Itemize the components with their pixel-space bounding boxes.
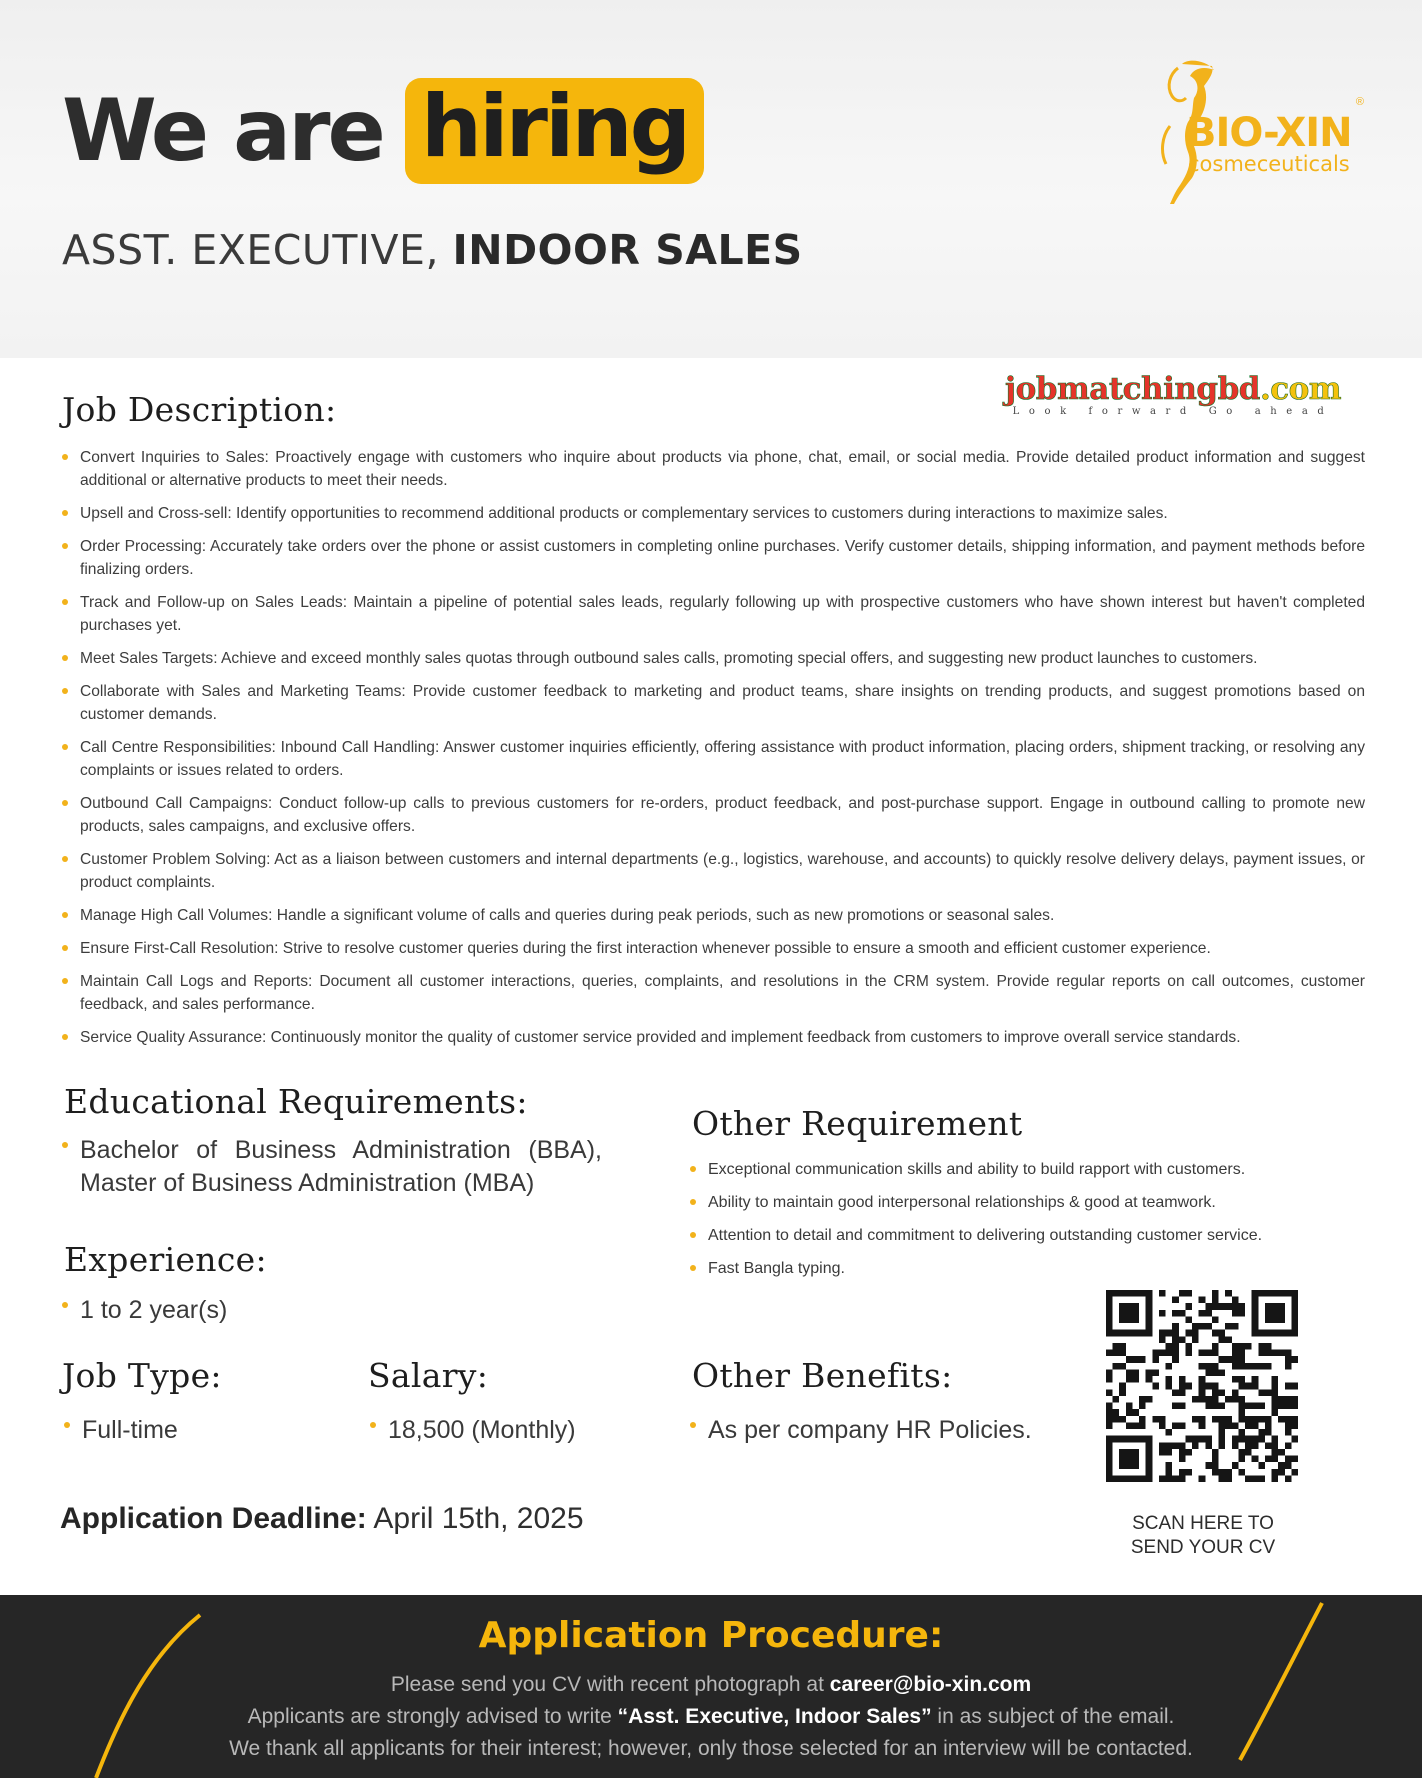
procedure-subject: “Asst. Executive, Indoor Sales” <box>617 1705 932 1728</box>
watermark-brand-a: jobmatchingbd <box>1004 371 1260 407</box>
other-requirement-list <box>690 1158 1330 1290</box>
list-item: Customer Problem Solving: Act as a liaison between customers and internal departments (e.g., logistics, warehouse, and accounts) to quickly resolve delivery delays, payment issues, or product complaints. <box>62 848 1365 894</box>
salary-heading: Salary: <box>368 1356 489 1395</box>
list-item: Attention to detail and commitment to delivering outstanding customer service. <box>690 1224 1330 1247</box>
career-email-link[interactable]: career@bio-xin.com <box>829 1673 1032 1696</box>
salary-list <box>370 1414 576 1446</box>
qr-caption <box>1098 1512 1308 1560</box>
other-benefits-list <box>690 1414 1032 1446</box>
education-heading: Educational Requirements: <box>64 1082 528 1121</box>
education-list <box>62 1134 602 1200</box>
list-item: Track and Follow-up on Sales Leads: Maintain a pipeline of potential sales leads, regularly following up with prospective customers who have shown interest but haven't completed purchases yet. <box>62 591 1365 637</box>
position-title-plain: ASST. EXECUTIVE, <box>62 226 439 274</box>
job-type-list <box>64 1414 178 1446</box>
list-item: Ensure First-Call Resolution: Strive to resolve customer queries during the first interaction whenever possible to ensure a smooth and efficient customer experience. <box>62 937 1365 960</box>
list-item: Service Quality Assurance: Continuously monitor the quality of customer service provided and implement feedback from customers to improve overall service standards. <box>62 1026 1365 1049</box>
other-requirement-heading: Other Requirement <box>692 1104 1023 1143</box>
position-title-bold: INDOOR SALES <box>452 226 803 274</box>
list-item: Convert Inquiries to Sales: Proactively engage with customers who inquire about products via phone, chat, email, or social media. Provide detailed product information and suggest additional or alternative products to meet their needs. <box>62 446 1365 492</box>
education-text: Bachelor of Business Administration (BBA), Master of Business Administration (MBA) <box>62 1134 602 1200</box>
list-item: Fast Bangla typing. <box>690 1257 1330 1280</box>
list-item: Collaborate with Sales and Marketing Teams: Provide customer feedback to marketing and product teams, share insights on trending products, and suggest promotions based on customer demands. <box>62 680 1365 726</box>
job-description-heading: Job Description: <box>62 390 337 429</box>
qr-caption-line1: SCAN HERE TO <box>1132 1513 1274 1534</box>
hiring-title-prefix: We are <box>62 81 383 181</box>
procedure-line-1 <box>0 1669 1422 1701</box>
procedure-line-3: We thank all applicants for their interest; however, only those selected for an interview will be contacted. <box>229 1737 1193 1760</box>
company-logo <box>1148 56 1368 206</box>
hiring-highlight: hiring <box>405 78 704 184</box>
deadline-label: Application Deadline: <box>60 1502 367 1535</box>
list-item: Call Centre Responsibilities: Inbound Call Handling: Answer customer inquiries efficiently, offering assistance with product information, placing orders, shipment tracking, or resolving any complaints or issues related to orders. <box>62 736 1365 782</box>
list-item: Maintain Call Logs and Reports: Document all customer interactions, queries, complaints, and resolutions in the CRM system. Provide regular reports on call outcomes, customer feedback, and sales performance. <box>62 970 1365 1016</box>
list-item: Outbound Call Campaigns: Conduct follow-up calls to previous customers for re-orders, product feedback, and post-purchase support. Engage in outbound calling to promote new products, sales campaigns, and exclusive offers. <box>62 792 1365 838</box>
logo-name: BIO-XIN <box>1186 110 1352 156</box>
other-benefits-heading: Other Benefits: <box>692 1356 953 1395</box>
salary-text: 18,500 (Monthly) <box>370 1414 576 1446</box>
procedure-title: Application Procedure: <box>478 1615 944 1656</box>
application-procedure-footer <box>0 1595 1422 1778</box>
experience-list <box>62 1294 227 1326</box>
watermark-brand-b: .com <box>1259 371 1342 407</box>
position-title <box>62 226 803 274</box>
hiring-title <box>62 78 704 184</box>
watermark <box>983 371 1363 417</box>
procedure-line-2-pre: Applicants are strongly advised to write <box>247 1705 612 1728</box>
watermark-brand <box>983 371 1363 407</box>
procedure-text <box>0 1669 1422 1765</box>
procedure-line-2 <box>0 1701 1422 1733</box>
list-item: Ability to maintain good interpersonal relationships & good at teamwork. <box>690 1191 1330 1214</box>
application-deadline <box>60 1502 584 1536</box>
experience-heading: Experience: <box>64 1240 267 1279</box>
qr-caption-line2: SEND YOUR CV <box>1130 1537 1276 1558</box>
job-type-heading: Job Type: <box>62 1356 222 1395</box>
experience-text: 1 to 2 year(s) <box>62 1294 227 1326</box>
header-banner <box>0 0 1422 358</box>
list-item: Upsell and Cross-sell: Identify opportunities to recommend additional products or complementary services to customers during interactions to maximize sales. <box>62 502 1365 525</box>
watermark-tagline: Look forward Go ahead <box>1012 406 1334 417</box>
list-item: Exceptional communication skills and ability to build rapport with customers. <box>690 1158 1330 1181</box>
logo-registered-mark: ® <box>1355 96 1364 108</box>
job-description-list <box>62 446 1365 1059</box>
list-item: Order Processing: Accurately take orders over the phone or assist customers in completing online purchases. Verify customer details, shipping information, and payment methods before finalizing orders. <box>62 535 1365 581</box>
deadline-date: April 15th, 2025 <box>373 1502 584 1535</box>
logo-tagline: cosmeceuticals <box>1188 152 1350 176</box>
list-item: Manage High Call Volumes: Handle a significant volume of calls and queries during peak periods, such as new promotions or seasonal sales. <box>62 904 1365 927</box>
other-benefits-text: As per company HR Policies. <box>690 1414 1032 1446</box>
qr-code-icon[interactable] <box>1106 1290 1298 1482</box>
procedure-line-1-text: Please send you CV with recent photograph at <box>390 1673 824 1696</box>
list-item: Meet Sales Targets: Achieve and exceed monthly sales quotas through outbound sales calls, promoting special offers, and suggesting new product launches to customers. <box>62 647 1365 670</box>
job-type-text: Full-time <box>64 1414 178 1446</box>
procedure-line-2-post: in as subject of the email. <box>937 1705 1175 1728</box>
